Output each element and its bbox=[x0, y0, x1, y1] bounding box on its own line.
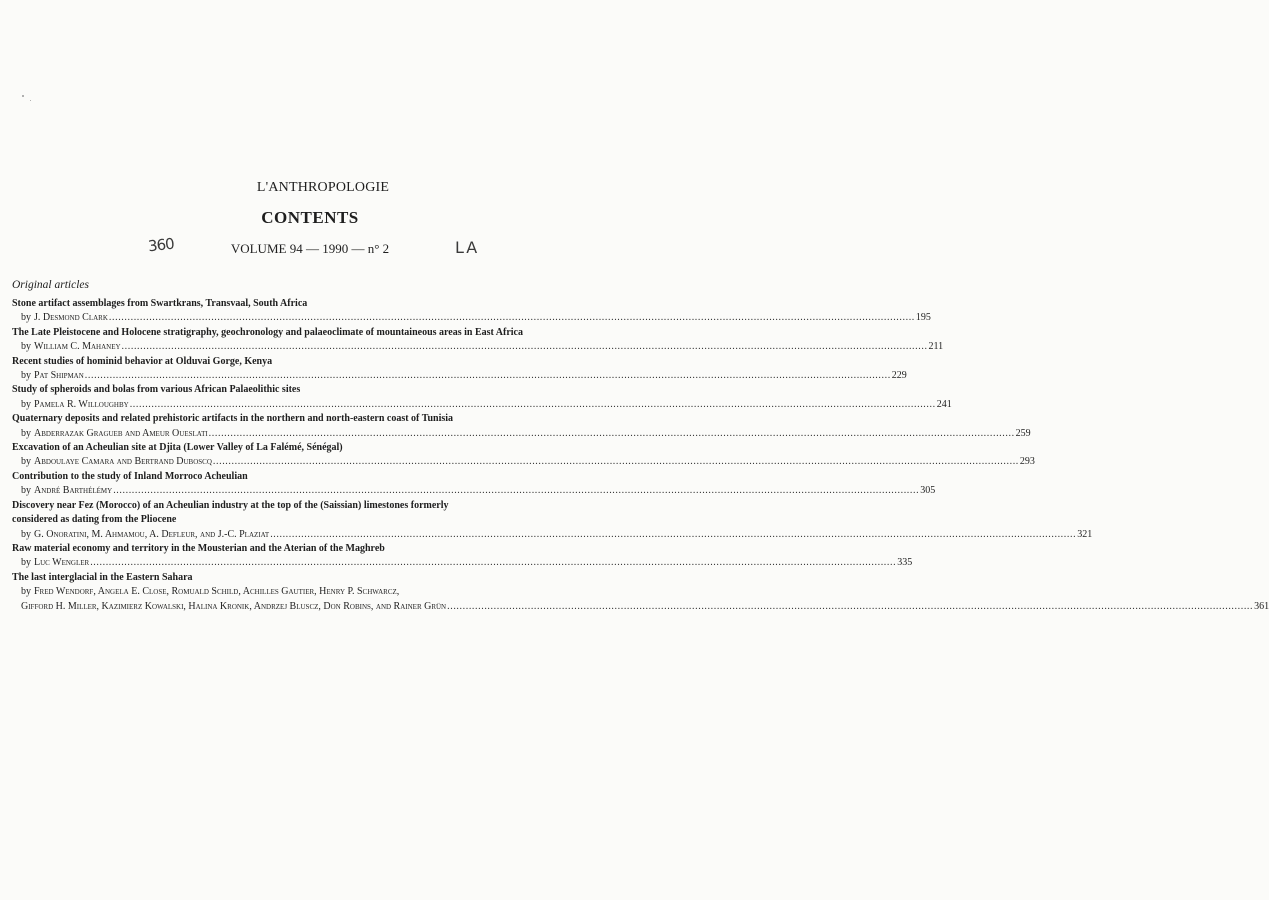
by-word: by bbox=[21, 341, 31, 353]
dot-leader: .................................................................................................................................................................................................................................................................... bbox=[208, 427, 1015, 439]
byline bbox=[12, 484, 936, 498]
by-word: by bbox=[21, 398, 31, 410]
article-authors: Abderrazak Gragueb and Ameur Oueslati bbox=[34, 427, 208, 439]
article-authors: Pat Shipman bbox=[34, 370, 84, 382]
volume-info: VOLUME 94 — 1990 — n° 2 bbox=[230, 241, 390, 256]
article-authors: Abdoulaye Camara and Bertrand Duboscq bbox=[34, 456, 212, 468]
page-number: 211 bbox=[928, 341, 944, 353]
article-title: Excavation of an Acheulian site at Djita (Lower Valley of La Falémé, Sénégal) bbox=[12, 442, 343, 454]
toc-entry bbox=[12, 297, 931, 326]
scan-speck bbox=[30, 100, 31, 101]
section-label: Original articles bbox=[12, 279, 89, 291]
page-number: 259 bbox=[1015, 427, 1031, 439]
byline-first-line bbox=[12, 585, 600, 599]
byline bbox=[12, 528, 1093, 542]
article-title: Stone artifact assemblages from Swartkrans, Transvaal, South Africa bbox=[12, 298, 308, 309]
page-number: 305 bbox=[920, 485, 936, 497]
article-title: The last interglacial in the Eastern Sahara bbox=[12, 571, 193, 583]
article-title: Quaternary deposits and related prehistoric artifacts in the northern and north-eastern coast of Tunisia bbox=[12, 413, 454, 425]
toc-entry bbox=[12, 383, 952, 412]
dot-leader: .................................................................................................................................................................................................................................................................... bbox=[270, 528, 1077, 540]
dot-leader: .................................................................................................................................................................................................................................................................... bbox=[121, 341, 928, 353]
article-title: Discovery near Fez (Morocco) of an Acheulian industry at the top of the (Saissian) limestones formerly bbox=[12, 499, 449, 511]
handwritten-annotation-left: 360 bbox=[147, 234, 175, 256]
by-word: by bbox=[21, 586, 31, 598]
article-title: Recent studies of hominid behavior at Olduvai Gorge, Kenya bbox=[12, 355, 273, 367]
dot-leader: .................................................................................................................................................................................................................................................................... bbox=[212, 456, 1019, 468]
by-word: by bbox=[21, 557, 31, 569]
by-word: by bbox=[21, 312, 31, 324]
dot-leader: .................................................................................................................................................................................................................................................................... bbox=[84, 370, 891, 382]
toc-entry bbox=[12, 542, 913, 571]
scan-speck bbox=[22, 95, 24, 97]
article-authors: André Barthélémy bbox=[34, 485, 113, 497]
byline bbox=[12, 369, 907, 383]
toc-entry bbox=[12, 499, 1093, 542]
table-of-contents bbox=[12, 297, 1269, 614]
by-word: by bbox=[21, 427, 31, 439]
page-number: 335 bbox=[897, 557, 913, 569]
dot-leader: .................................................................................................................................................................................................................................................................... bbox=[113, 485, 920, 497]
toc-entry bbox=[12, 412, 1031, 441]
dot-leader: .................................................................................................................................................................................................................................................................... bbox=[447, 600, 1254, 612]
article-title-continued: considered as dating from the Pliocene bbox=[12, 514, 177, 526]
toc-entry bbox=[12, 571, 1269, 614]
page-number: 293 bbox=[1019, 456, 1035, 468]
byline bbox=[12, 600, 1269, 614]
dot-leader: .................................................................................................................................................................................................................................................................... bbox=[108, 312, 915, 324]
article-title: Study of spheroids and bolas from various African Palaeolithic sites bbox=[12, 384, 301, 396]
page-number: 229 bbox=[891, 370, 907, 382]
article-title: Raw material economy and territory in the Mousterian and the Aterian of the Maghreb bbox=[12, 542, 385, 554]
article-title: Contribution to the study of Inland Morroco Acheulian bbox=[12, 470, 248, 482]
article-authors: Luc Wengler bbox=[34, 557, 90, 569]
by-word: by bbox=[21, 456, 31, 468]
byline bbox=[12, 455, 1035, 469]
handwritten-annotation-right: LA bbox=[455, 238, 480, 257]
article-authors-line1: Fred Wendorf, Angela E. Close, Romuald Schild, Achilles Gautier, Henry P. Schwarcz, bbox=[34, 586, 400, 598]
article-authors: Gifford H. Miller, Kazimierz Kowalski, Halina Kronik, Andrzej Bluscz, Don Robins, and Rainer Grün bbox=[21, 600, 447, 612]
article-authors: William C. Mahaney bbox=[34, 341, 121, 353]
article-authors: Pamela R. Willoughby bbox=[34, 398, 129, 410]
byline bbox=[12, 427, 1031, 441]
byline bbox=[12, 556, 913, 570]
article-title: The Late Pleistocene and Holocene stratigraphy, geochronology and palaeoclimate of mountaineous areas in East Africa bbox=[12, 326, 523, 338]
by-word: by bbox=[21, 370, 31, 382]
contents-heading: CONTENTS bbox=[261, 208, 359, 227]
journal-title: L'ANTHROPOLOGIE bbox=[256, 180, 390, 195]
article-authors: G. Onoratini, M. Ahmamou, A. Defleur, and J.-C. Plaziat bbox=[34, 528, 270, 540]
by-word: by bbox=[21, 485, 31, 497]
toc-entry bbox=[12, 355, 907, 384]
byline bbox=[12, 311, 931, 325]
toc-entry bbox=[12, 441, 1035, 470]
by-word: by bbox=[21, 528, 31, 540]
article-authors: J. Desmond Clark bbox=[34, 312, 108, 324]
toc-entry bbox=[12, 326, 944, 355]
byline bbox=[12, 340, 944, 354]
dot-leader: .................................................................................................................................................................................................................................................................... bbox=[90, 557, 897, 569]
page-number: 361 bbox=[1254, 600, 1269, 612]
toc-entry bbox=[12, 470, 936, 499]
page-number: 241 bbox=[936, 398, 952, 410]
page-number: 195 bbox=[915, 312, 931, 324]
dot-leader: .................................................................................................................................................................................................................................................................... bbox=[129, 398, 936, 410]
byline bbox=[12, 398, 952, 412]
page-number: 321 bbox=[1077, 528, 1093, 540]
